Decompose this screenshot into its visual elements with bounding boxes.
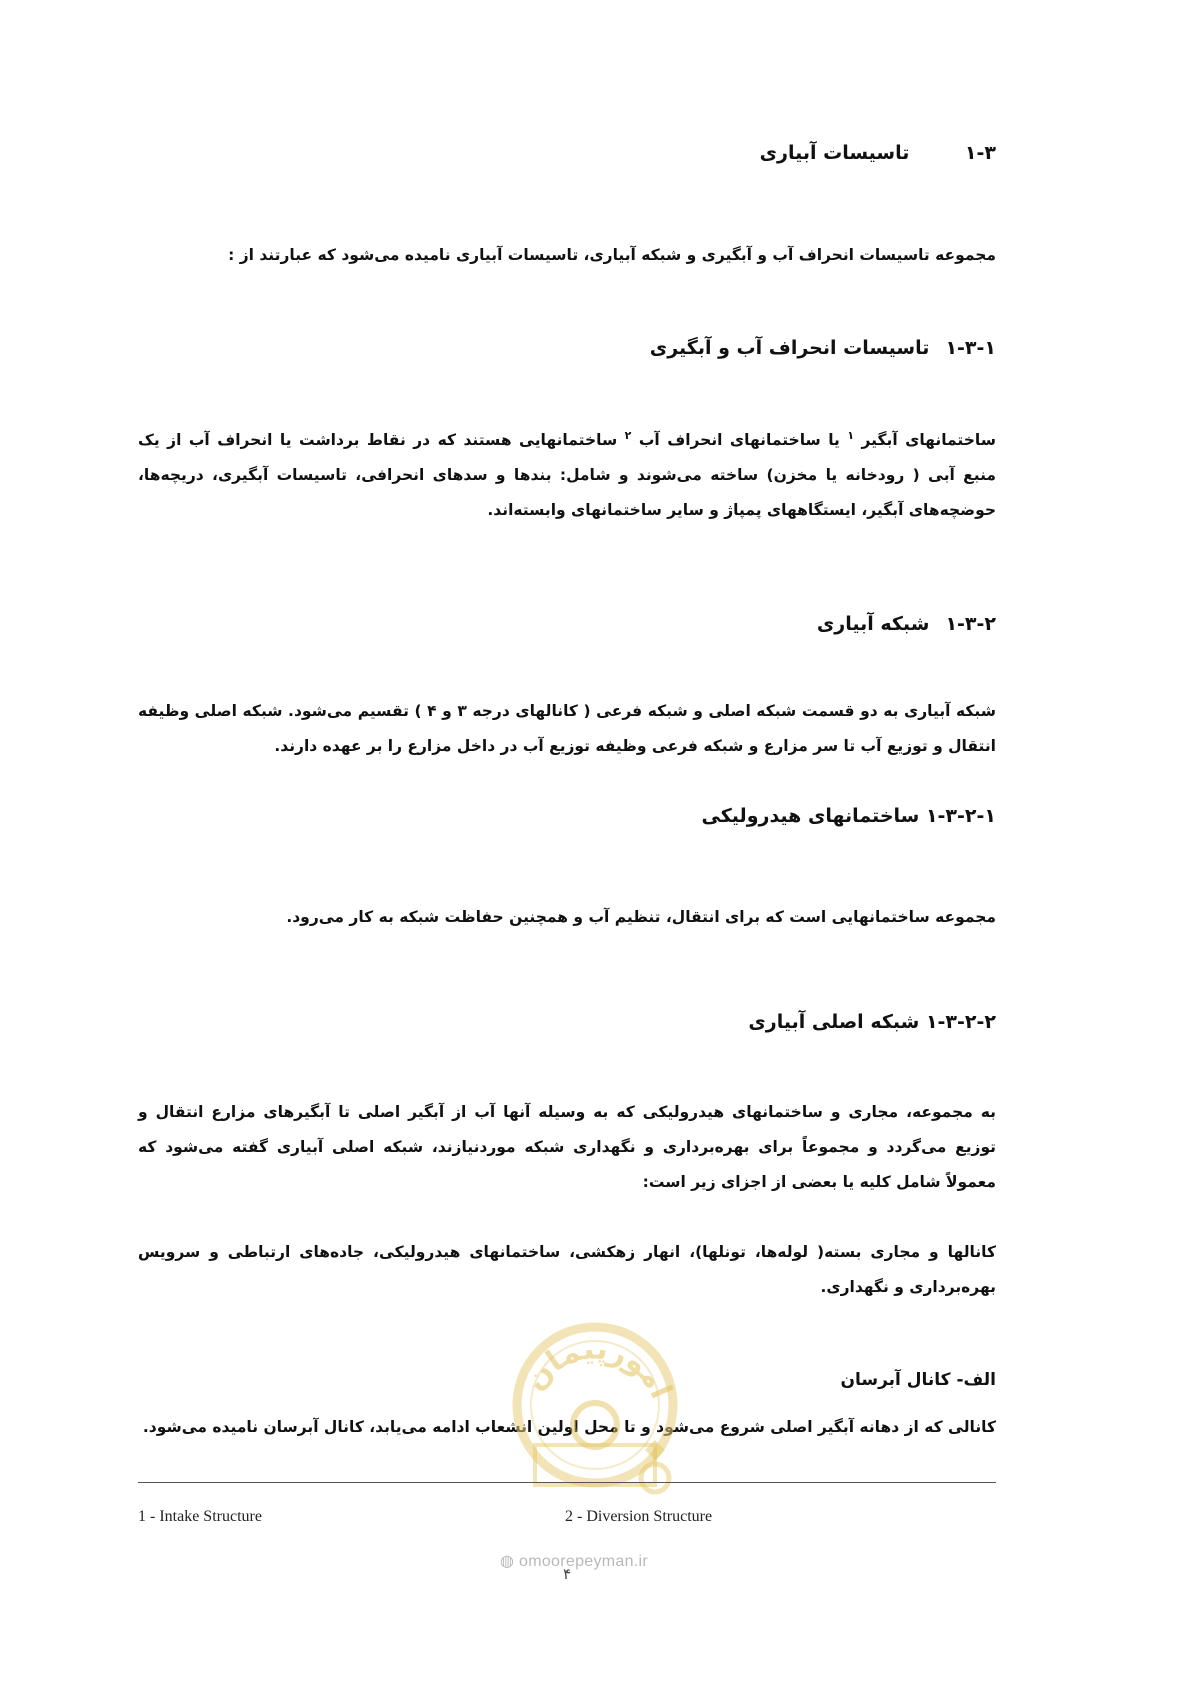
paragraph-text: ساختمانهای آبگیر (861, 431, 996, 450)
section-heading (138, 805, 996, 827)
section-heading (138, 1011, 996, 1033)
body-paragraph: مجموعه ساختمانهایی است که برای انتقال، تنظیم آب و همچنین حفاظت شبکه به کار می‌رود. (286, 908, 996, 926)
section-number: ۱-۳-۱ (945, 337, 996, 359)
footnote-separator (138, 1482, 996, 1483)
watermark-url (500, 1551, 648, 1571)
section-title: ساختمانهای هیدرولیکی (701, 805, 920, 827)
section-heading (138, 142, 996, 164)
body-paragraph: کانالها و مجاری بسته( لوله‌ها، تونلها)، انهار زهکشی، ساختمانهای هیدرولیکی، جاده‌های ارتباطی و سرویس بهره‌برداری و نگهداری. (138, 1243, 996, 1296)
intro-paragraph: مجموعه تاسیسات انحراف آب و آبگیری و شبکه آبیاری، تاسیسات آبیاری نامیده می‌شود که عبارتند از : (228, 246, 996, 264)
section-title: شبکه آبیاری (816, 613, 930, 635)
section-number: ۱-۳-۲-۲ (925, 1011, 996, 1033)
section-heading (138, 613, 996, 635)
footnote-ref[interactable]: ۲ (624, 429, 632, 442)
body-paragraph (138, 418, 996, 528)
footnote-ref[interactable]: ۱ (847, 429, 855, 442)
section-heading (138, 337, 996, 359)
body-paragraph: شبکه آبیاری به دو قسمت شبکه اصلی و شبکه فرعی ( کانالهای درجه ۳ و ۴ ) تقسیم می‌شود. شبکه اصلی وظیفه انتقال و توزیع آب تا سر مزارع و شبکه فرعی وظیفه توزیع آب در داخل مزارع را بر عهده دارند. (138, 702, 996, 755)
subsection-title: الف- کانال آبرسان (840, 1370, 996, 1390)
section-number: ۱-۳ (964, 142, 996, 164)
watermark-url-text: omoorepeyman.ir (519, 1553, 649, 1570)
globe-icon: ◍ (500, 1553, 515, 1570)
footnote-1: 1 - Intake Structure (138, 1508, 262, 1525)
watermark-logo-text: امورپیمان (517, 1331, 679, 1404)
section-title: تاسیسات آبیاری (759, 142, 910, 164)
section-number: ۱-۳-۲ (945, 613, 996, 635)
watermark-logo (495, 1300, 695, 1540)
footnote-2: 2 - Diversion Structure (565, 1508, 713, 1525)
section-title: تاسیسات انحراف آب و آبگیری (649, 337, 930, 359)
page-number: ۴ (563, 1565, 572, 1583)
body-paragraph: به مجموعه، مجاری و ساختمانهای هیدرولیکی که به وسیله آنها آب از آبگیر اصلی تا آبگیرهای مزارع انتقال و توزیع می‌گردد و مجموعاً برای بهره‌برداری و نگهداری شبکه موردنیازند، شبکه اصلی آبیاری گفته می‌شود که معمولاً شامل کلیه یا بعضی از اجزای زیر است: (138, 1103, 996, 1191)
paragraph-text: ساختمانهایی هستند که در نقاط برداشت یا انحراف آب از یک منبع آبی ( رودخانه یا مخزن) ساخته می‌شوند و شامل: بندها و سدهای انحرافی، تاسیسات آبگیری، دریچه‌ها، حوضچه‌های آبگیر، ایستگاههای پمپاژ و سایر ساختمانهای وابسته‌اند. (138, 431, 996, 520)
section-title: شبکه اصلی آبیاری (748, 1011, 920, 1033)
section-number: ۱-۳-۲-۱ (925, 805, 996, 827)
body-paragraph: کانالی که از دهانه آبگیر اصلی شروع می‌شود و تا محل اولین انشعاب ادامه می‌یابد، کانال آبرسان نامیده می‌شود. (142, 1418, 996, 1436)
paragraph-text: یا ساختمانهای انحراف آب (638, 431, 840, 450)
